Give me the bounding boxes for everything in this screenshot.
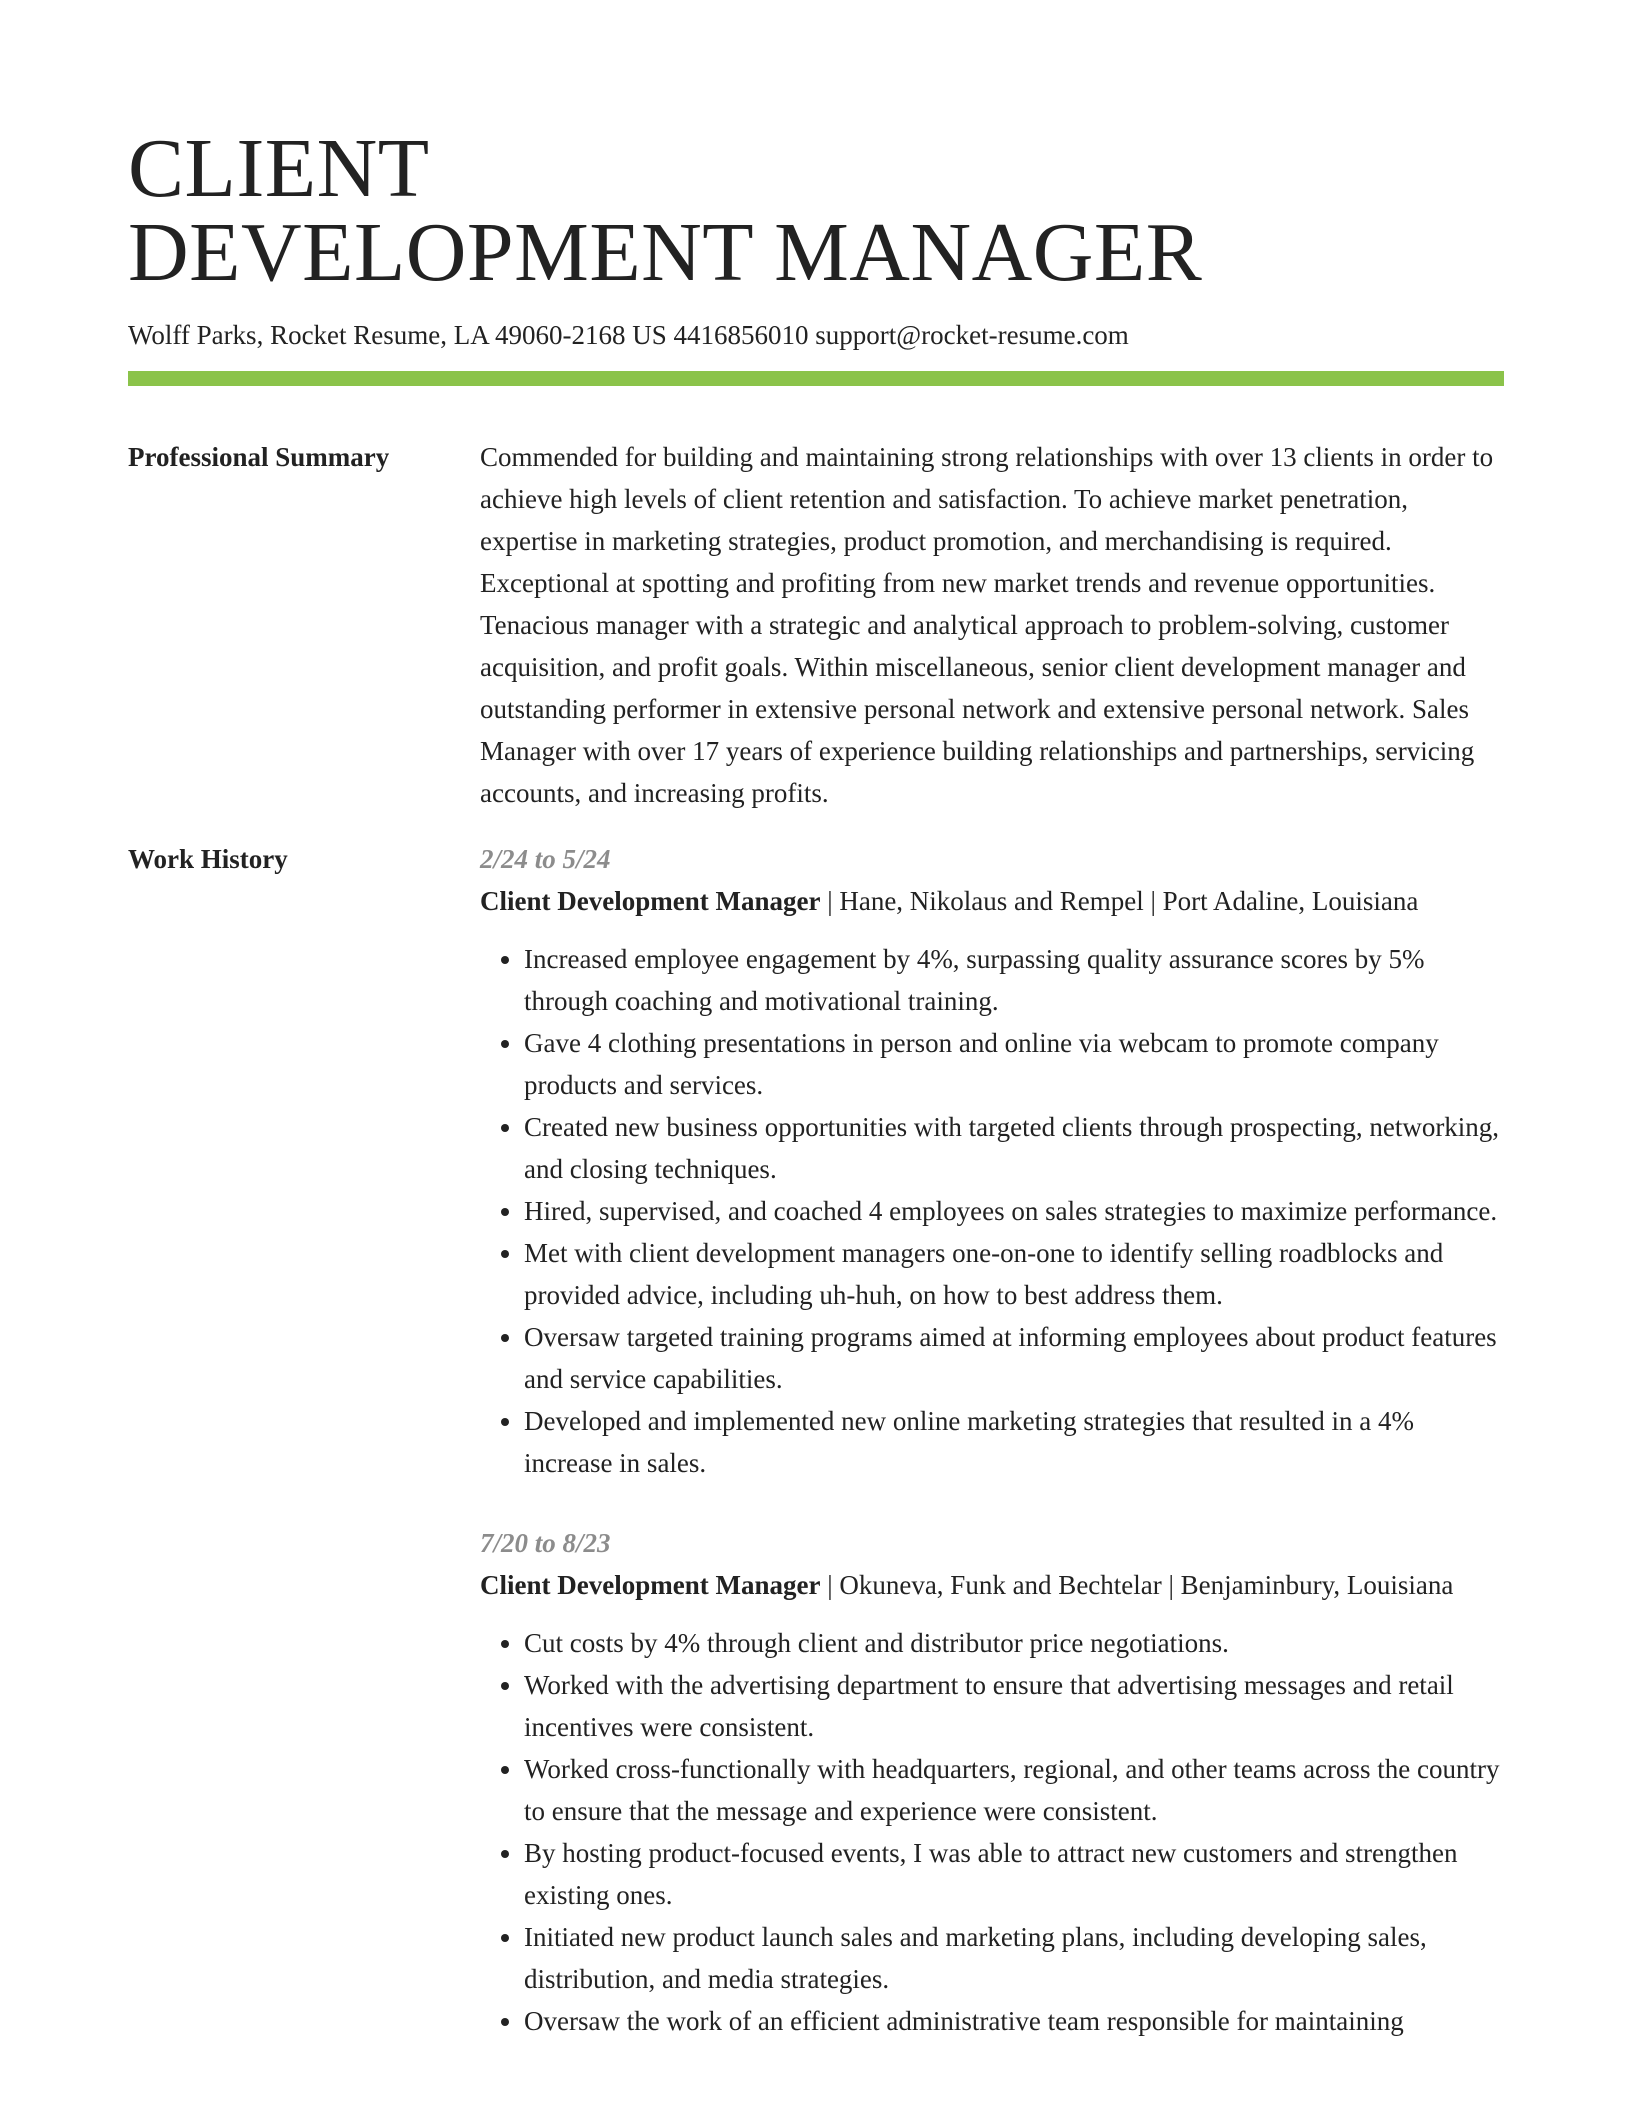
job-dates: 7/20 to 8/23 <box>480 1528 611 1558</box>
section-label-work: Work History <box>128 844 288 874</box>
job-title: Client Development Manager <box>480 1570 821 1600</box>
summary-body <box>480 436 1504 814</box>
job-bullet: • Initiated new product launch sales and marketing plans, including developing sales, distribution, and media strategies. <box>524 1916 1504 2000</box>
job-bullet: • Oversaw the work of an efficient administrative team responsible for maintaining <box>524 2000 1504 2042</box>
job-bullet: • Cut costs by 4% through client and distributor price negotiations. <box>524 1622 1504 1664</box>
job-details: | Okuneva, Funk and Bechtelar | Benjaminbury, Louisiana <box>820 1570 1454 1600</box>
job-heading <box>480 880 1504 922</box>
title-line-1: CLIENT <box>128 122 430 215</box>
contact-info: Wolff Parks, Rocket Resume, LA 49060-2168 US 4416856010 support@rocket-resume.com <box>128 320 1129 350</box>
job-bullet: • By hosting product-focused events, I was able to attract new customers and strengthen existing ones. <box>524 1832 1504 1916</box>
job-bullet: • Hired, supervised, and coached 4 employees on sales strategies to maximize performance. <box>524 1190 1504 1232</box>
job-bullet: • Created new business opportunities with targeted clients through prospecting, networking, and closing techniques. <box>524 1106 1504 1190</box>
job-title: Client Development Manager <box>480 886 821 916</box>
job-entry <box>480 1522 1504 2042</box>
title-line-2: DEVELOPMENT MANAGER <box>128 206 1203 299</box>
job-bullet: • Increased employee engagement by 4%, surpassing quality assurance scores by 5% through coaching and motivational training. <box>524 938 1504 1022</box>
professional-summary-section <box>128 436 1504 814</box>
job-bullet: • Developed and implemented new online marketing strategies that resulted in a 4% increase in sales. <box>524 1400 1504 1484</box>
job-bullet: • Oversaw targeted training programs aimed at informing employees about product features and service capabilities. <box>524 1316 1504 1400</box>
resume-title <box>128 0 1504 299</box>
job-details: | Hane, Nikolaus and Rempel | Port Adaline, Louisiana <box>820 886 1419 916</box>
job-bullet: • Met with client development managers one-on-one to identify selling roadblocks and provided advice, including uh-huh, on how to best address them. <box>524 1232 1504 1316</box>
work-body <box>480 838 1504 2080</box>
job-bullets <box>480 938 1504 1484</box>
accent-divider <box>128 371 1504 386</box>
job-bullet: • Worked cross-functionally with headquarters, regional, and other teams across the country to ensure that the message and experience were consistent. <box>524 1748 1504 1832</box>
job-dates: 2/24 to 5/24 <box>480 844 611 874</box>
job-bullet: • Gave 4 clothing presentations in person and online via webcam to promote company products and services. <box>524 1022 1504 1106</box>
job-entry <box>480 838 1504 1484</box>
job-bullets <box>480 1622 1504 2042</box>
summary-text: Commended for building and maintaining strong relationships with over 13 clients in order to achieve high levels of client retention and satisfaction. To achieve market penetration, expertise in marketing strategies, product promotion, and merchandising is required. Exceptional at spotting and profiting from new market trends and revenue opportunities. Tenacious manager with a strategic and analytical approach to problem-solving, customer acquisition, and profit goals. Within miscellaneous, senior client development manager and outstanding performer in extensive personal network and extensive personal network. Sales Manager with over 17 years of experience building relationships and partnerships, servicing accounts, and increasing profits. <box>480 442 1494 808</box>
job-heading <box>480 1564 1504 1606</box>
resume-page <box>128 0 1504 2080</box>
work-history-section <box>128 838 1504 2080</box>
job-bullet: • Worked with the advertising department to ensure that advertising messages and retail incentives were consistent. <box>524 1664 1504 1748</box>
section-label-summary: Professional Summary <box>128 442 390 472</box>
